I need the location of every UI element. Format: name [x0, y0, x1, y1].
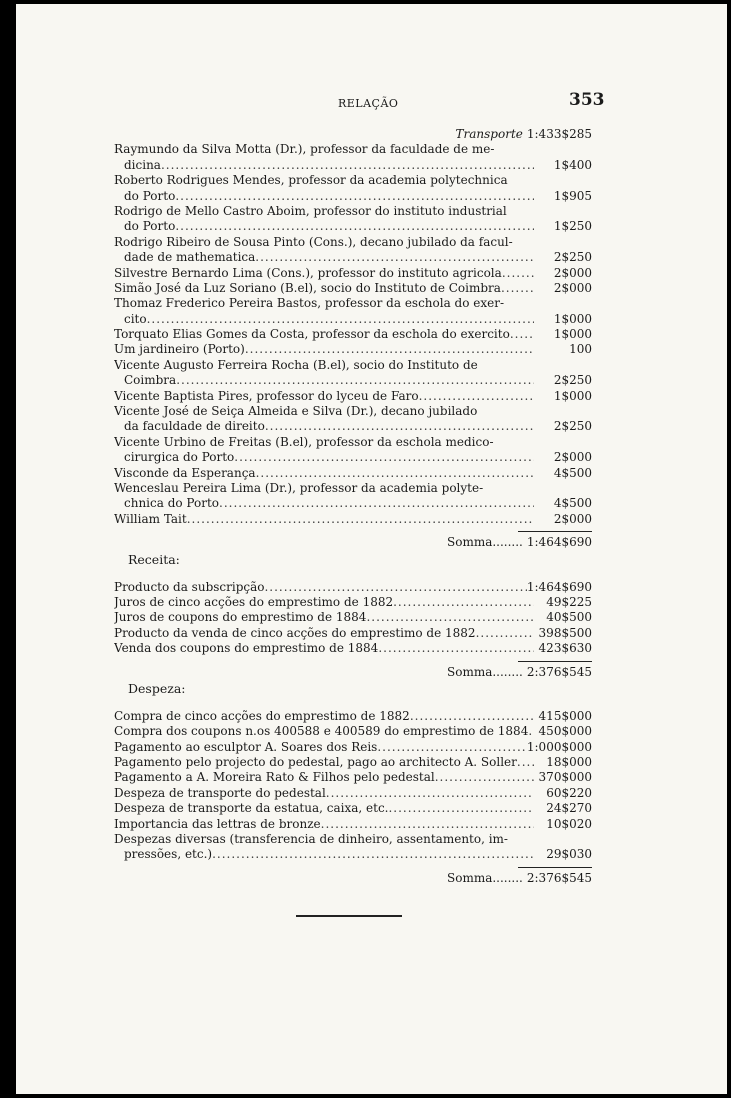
contributor-text: Raymundo da Silva Motta (Dr.), professor da faculdade de me-: [114, 142, 495, 157]
contributor-text: cirurgica do Porto: [124, 450, 235, 465]
contributor-amount: 2$000: [553, 511, 592, 526]
receita-item-line: [114, 595, 592, 610]
dot-leader: [435, 770, 534, 785]
dot-leader: [393, 595, 534, 610]
dot-leader: [378, 641, 534, 656]
somma-label: Somma........: [447, 535, 523, 550]
contributor-line: [114, 173, 592, 188]
despeza-item-line: [114, 724, 592, 739]
page-number: 353: [569, 90, 605, 110]
despeza-item-text: Compra dos coupons n.os 400588 e 400589 do emprestimo de 1884: [114, 724, 529, 739]
somma-label: Somma........: [447, 664, 523, 679]
contributor-text: Torquato Elias Gomes da Costa, professor da eschola do exercito: [114, 327, 510, 342]
contributor-amount: 2$000: [553, 450, 592, 465]
contributor-line: [114, 358, 592, 373]
dot-leader: [326, 786, 534, 801]
spacer: [114, 698, 592, 709]
dot-leader: [366, 610, 534, 625]
contributor-list: [114, 142, 592, 527]
contributor-line: [114, 481, 592, 496]
despeza-item-line: [114, 801, 592, 816]
dot-leader: [256, 466, 534, 481]
contributor-line: [114, 204, 592, 219]
contributor-amount: 2$000: [553, 280, 592, 295]
despeza-item-line: [114, 832, 592, 847]
contributor-text: dicina: [124, 157, 161, 172]
dot-leader: [517, 755, 534, 770]
dot-leader: [245, 342, 534, 357]
contributor-text: dade de mathematica: [124, 250, 256, 265]
despeza-item-text: Pagamento ao esculptor A. Soares dos Reis: [114, 739, 378, 754]
contributor-line: [114, 266, 592, 281]
despeza-item-amount: 60$220: [546, 785, 592, 800]
receita-item-text: Venda dos coupons do emprestimo de 1884: [114, 641, 379, 656]
dot-leader: [212, 847, 534, 862]
contributor-amount: 2$250: [553, 250, 592, 265]
contributor-text: Vicente Urbino de Freitas (B.el), professor da eschola medico-: [114, 434, 494, 449]
dot-leader: [175, 189, 534, 204]
contributor-line: [114, 219, 592, 234]
despeza-item-text: Compra de cinco acções do emprestimo de 1882: [114, 708, 410, 723]
contributor-amount: 1$000: [553, 311, 592, 326]
dot-leader: [176, 373, 534, 388]
dot-leader: [219, 496, 534, 511]
somma-amount: 2:376$545: [526, 870, 592, 885]
dot-leader: [377, 740, 527, 755]
dot-leader: [264, 580, 526, 595]
contributor-text: Simão José da Luz Soriano (B.el), socio do Instituto de Coimbra: [114, 280, 501, 295]
contributor-line: [114, 419, 592, 434]
contributor-text: Thomaz Frederico Pereira Bastos, professor da escholа do exer-: [114, 296, 505, 311]
contributor-line: [114, 312, 592, 327]
contributor-amount: 2$000: [553, 265, 592, 280]
contributor-text: Coimbra: [124, 373, 177, 388]
contributor-line: [114, 404, 592, 419]
contributor-text: Silvestre Bernardo Lima (Cons.), professor do instituto agricola: [114, 265, 502, 280]
dot-leader: [476, 626, 534, 641]
receita-item-amount: 49$225: [546, 594, 592, 609]
contributor-amount: 100: [569, 342, 592, 357]
despeza-item-line: [114, 847, 592, 862]
contributor-amount: 2$250: [553, 419, 592, 434]
contributor-line: [114, 373, 592, 388]
contributor-line: [114, 389, 592, 404]
contributor-line: [114, 250, 592, 265]
receita-item-line: [114, 641, 592, 656]
despeza-item-text: Pagamento a A. Moreira Rato & Filhos pelo pedestal: [114, 770, 435, 785]
despeza-item-text: pressões, etc.): [124, 847, 213, 862]
contributor-text: Vicente José de Seiça Almeida e Silva (Dr.), decano jubilado: [114, 404, 478, 419]
despeza-item-line: [114, 770, 592, 785]
contributor-amount: 1$250: [553, 219, 592, 234]
somma-line: [114, 535, 592, 550]
closing-rule: [296, 915, 402, 917]
contributor-line: [114, 296, 592, 311]
contributor-text: Rodrigo de Mello Castro Aboim, professor do instituto industrial: [114, 203, 507, 218]
receita-item-amount: 40$500: [546, 610, 592, 625]
contributor-text: Rodrigo Ribeiro de Sousa Pinto (Cons.), decano jubilado da facul-: [114, 234, 513, 249]
contributor-text: Vicente Augusto Ferreira Rocha (B.el), socio do Instituto de: [114, 357, 478, 372]
transport-line: [114, 127, 592, 142]
dot-leader: [147, 312, 534, 327]
dot-leader: [388, 801, 534, 816]
contributor-text: Wenceslau Pereira Lima (Dr.), professor da academia polyte-: [114, 480, 484, 495]
dot-leader: [175, 219, 534, 234]
despeza-list: [114, 709, 592, 863]
receita-item-amount: 423$630: [538, 641, 592, 656]
contributor-amount: 2$250: [553, 373, 592, 388]
dot-leader: [510, 327, 534, 342]
despeza-item-line: [114, 755, 592, 770]
somma-label: Somma........: [447, 870, 523, 885]
somma-amount: 2:376$545: [526, 664, 592, 679]
despeza-item-text: Despeza de transporte do pedestal: [114, 785, 326, 800]
contributor-line: [114, 281, 592, 296]
contributor-line: [114, 189, 592, 204]
despeza-item-amount: 415$000: [538, 708, 592, 723]
contributor-line: [114, 142, 592, 157]
receita-list: [114, 580, 592, 657]
receita-item-amount: 1:464$690: [526, 579, 592, 594]
dot-leader: [502, 266, 534, 281]
contributor-line: [114, 496, 592, 511]
contributor-amount: 1$000: [553, 327, 592, 342]
running-title: RELAÇÃO: [338, 97, 399, 110]
receita-item-text: Producto da venda de cinco acções do emprestimo de 1882: [114, 625, 476, 640]
contributor-line: [114, 342, 592, 357]
contributor-text: chnica do Porto: [124, 496, 220, 511]
dot-leader: [265, 419, 534, 434]
contributor-line: [114, 466, 592, 481]
contributor-amount: 4$500: [553, 465, 592, 480]
somma-amount: 1:464$690: [526, 535, 592, 550]
contributor-text: do Porto: [124, 219, 176, 234]
contributor-text: do Porto: [124, 188, 176, 203]
contributor-text: Vicente Baptista Pires, professor do lyceu de Faro: [114, 388, 419, 403]
contributor-line: [114, 435, 592, 450]
dot-leader: [161, 158, 534, 173]
contributor-text: cito: [124, 311, 147, 326]
contributor-line: [114, 450, 592, 465]
receita-item-line: [114, 610, 592, 625]
receita-item-text: Producto da subscripção: [114, 579, 265, 594]
contributor-line: [114, 327, 592, 342]
receita-item-amount: 398$500: [538, 625, 592, 640]
sum-rule: [518, 867, 592, 868]
contributor-text: da faculdade de direito: [124, 419, 265, 434]
dot-leader: [234, 450, 534, 465]
contributor-amount: 1$905: [553, 188, 592, 203]
despeza-somma-line: [114, 871, 592, 886]
despeza-item-amount: 24$270: [546, 801, 592, 816]
contributor-line: [114, 512, 592, 527]
contributor-line: [114, 235, 592, 250]
contributor-amount: 4$500: [553, 496, 592, 511]
ledger: [114, 127, 592, 886]
sum-rule: [518, 531, 592, 532]
despeza-item-amount: 18$000: [546, 755, 592, 770]
despeza-item-amount: 10$020: [546, 816, 592, 831]
receita-item-line: [114, 580, 592, 595]
receita-item-text: Juros de cinco acções do emprestimo de 1882: [114, 594, 394, 609]
despeza-heading: Despeza:: [128, 680, 186, 696]
despeza-item-amount: 29$030: [546, 847, 592, 862]
contributor-text: William Tait: [114, 511, 187, 526]
despeza-item-text: Despeza de transporte da estatua, caixa, etc.: [114, 801, 389, 816]
transport-amount: 1:433$285: [526, 127, 592, 141]
despeza-item-line: [114, 786, 592, 801]
transport-label: Transporte: [455, 127, 523, 141]
receita-heading: Receita:: [128, 551, 180, 567]
dot-leader: [419, 389, 534, 404]
dot-leader: [187, 512, 534, 527]
spacer: [114, 569, 592, 580]
receita-item-text: Juros de coupons do emprestimo de 1884: [114, 610, 367, 625]
despeza-item-amount: 370$000: [538, 770, 592, 785]
despeza-item-text: Importancia das lettras de bronze: [114, 816, 321, 831]
dot-leader: [501, 281, 534, 296]
contributor-text: Um jardineiro (Porto): [114, 342, 245, 357]
receita-item-line: [114, 626, 592, 641]
despeza-item-amount: 450$000: [538, 724, 592, 739]
sum-rule: [518, 661, 592, 662]
despeza-item-line: [114, 740, 592, 755]
contributor-text: Visconde da Esperança: [114, 465, 256, 480]
dot-leader: [255, 250, 534, 265]
contributor-line: [114, 158, 592, 173]
contributor-amount: 1$000: [553, 388, 592, 403]
despeza-item-text: Pagamento pelo projecto do pedestal, pago ao architecto A. Soller: [114, 755, 517, 770]
despeza-item-line: [114, 817, 592, 832]
dot-leader: [321, 817, 534, 832]
contributor-amount: 1$400: [553, 157, 592, 172]
despeza-item-line: [114, 709, 592, 724]
receita-somma-line: [114, 665, 592, 680]
contributor-text: Roberto Rodrigues Mendes, professor da academia polytechnica: [114, 173, 508, 188]
dot-leader: [410, 709, 534, 724]
despeza-item-text: Despezas diversas (transferencia de dinheiro, assentamento, im-: [114, 832, 508, 847]
despeza-item-amount: 1:000$000: [526, 739, 592, 754]
